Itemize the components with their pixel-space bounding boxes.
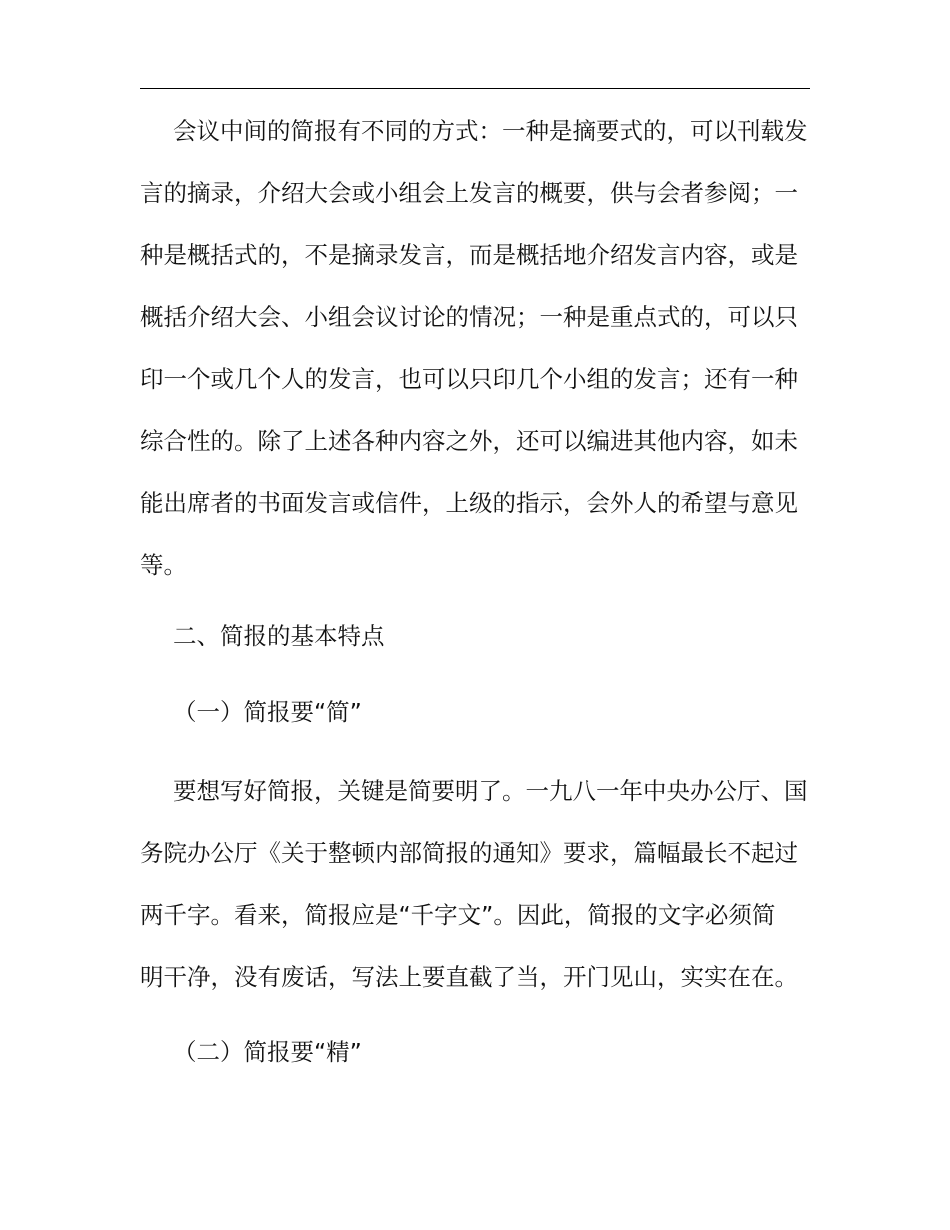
text-line: 务院办公厅《关于整顿内部简报的通知》要求，篇幅最长不起过: [140, 839, 798, 867]
section-heading-basic-features: 二、简报的基本特点: [173, 622, 385, 650]
text-line: 等。: [140, 551, 187, 579]
subsection-heading-refined: （二）简报要“精”: [173, 1038, 362, 1066]
text-line: 印一个或几个人的发言，也可以只印几个小组的发言；还有一种: [140, 365, 798, 393]
text-line: 两千字。看来，简报应是“千字文”。因此，简报的文字必须简: [140, 901, 776, 929]
text-line: 言的摘录，介绍大会或小组会上发言的概要，供与会者参阅；一: [140, 179, 798, 207]
paragraph-concise-requirement: [140, 760, 810, 1008]
text-line: 种是概括式的，不是摘录发言，而是概括地介绍发言内容，或是: [140, 241, 798, 269]
text-line: 明干净，没有废话，写法上要直截了当，开门见山，实实在在。: [140, 963, 798, 991]
text-line: 要想写好简报，关键是简要明了。一九八一年中央办公厅、国: [173, 777, 808, 805]
header-rule: [140, 88, 810, 89]
text-line: 概括介绍大会、小组会议讨论的情况；一种是重点式的，可以只: [140, 303, 798, 331]
text-line: 会议中间的简报有不同的方式：一种是摘要式的，可以刊载发: [173, 117, 808, 145]
text-line: 综合性的。除了上述各种内容之外，还可以编进其他内容，如未: [140, 427, 798, 455]
text-line: 能出席者的书面发言或信件，上级的指示，会外人的希望与意见: [140, 489, 798, 517]
subsection-heading-concise: （一）简报要“简”: [173, 698, 362, 726]
paragraph-meeting-briefing-types: [140, 100, 810, 596]
